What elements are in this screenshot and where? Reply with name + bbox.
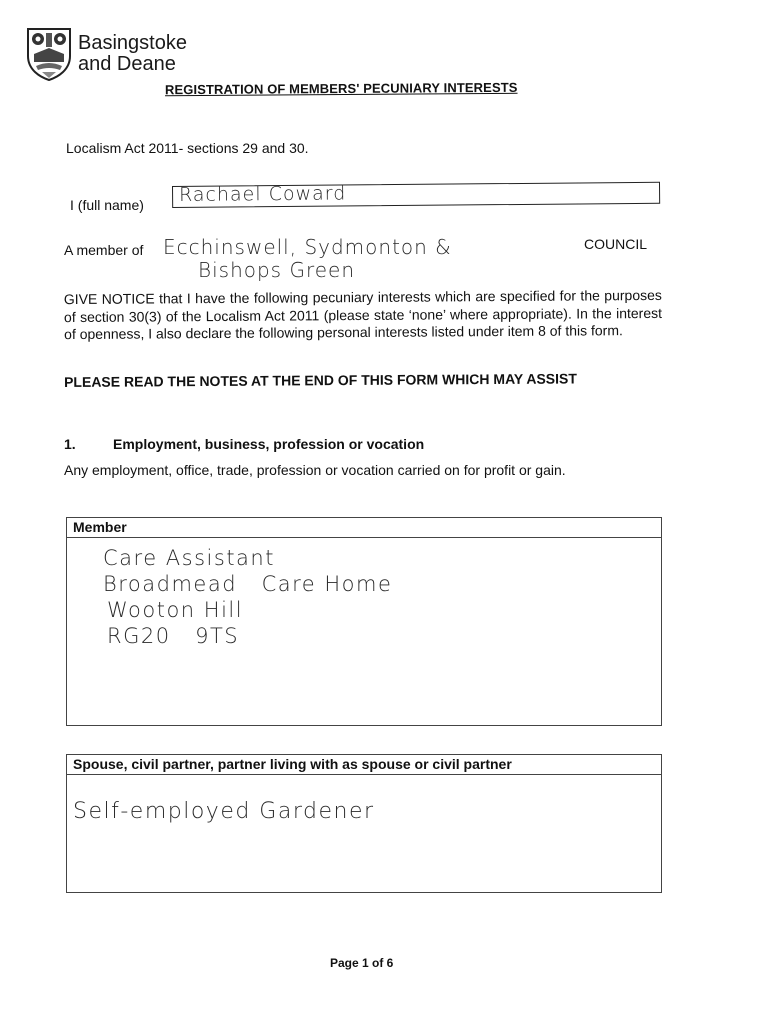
form-title: REGISTRATION OF MEMBERS' PECUNIARY INTERESTS xyxy=(164,79,518,98)
member-of-value-line2: Bishops Green xyxy=(198,258,356,282)
spouse-employment-line: Self-employed Gardener xyxy=(73,799,375,824)
page-number: Page 1 of 6 xyxy=(330,956,394,970)
full-name-field[interactable] xyxy=(172,182,660,208)
member-employment-line: Care Assistant xyxy=(103,546,275,570)
full-name-value: Rachael Coward xyxy=(178,182,347,206)
member-of-value-line1: Ecchinswell, Sydmonton & xyxy=(163,235,452,259)
notice-paragraph: GIVE NOTICE that I have the following pecuniary interests which are specified for the purposes of section 30(3) of the Localism Act 2011 (please state ‘none’ where appropriate). In the interest of openness, I also declare the following personal interests listed under item 8 of this form. xyxy=(63,286,663,343)
member-box-heading: Member xyxy=(67,518,661,538)
member-of-label: A member of xyxy=(64,242,144,258)
spouse-box-heading: Spouse, civil partner, partner living with as spouse or civil partner xyxy=(67,755,661,775)
organisation-name-line1: Basingstoke xyxy=(78,32,187,54)
borough-crest-icon xyxy=(24,26,74,82)
please-read-notice: PLEASE READ THE NOTES AT THE END OF THIS FORM WHICH MAY ASSIST xyxy=(64,370,577,390)
member-employment-box[interactable] xyxy=(66,517,662,726)
section-number: 1. xyxy=(64,436,76,452)
section-heading: Employment, business, profession or vocation xyxy=(113,436,425,452)
council-label: COUNCIL xyxy=(584,236,648,252)
spouse-employment-box[interactable] xyxy=(66,754,662,893)
organisation-name xyxy=(78,33,187,75)
section-description: Any employment, office, trade, profession or vocation carried on for profit or gain. xyxy=(64,462,566,478)
member-employment-line: Broadmead Care Home xyxy=(103,572,393,596)
member-employment-line: Wooton Hill xyxy=(107,598,244,622)
organisation-name-line2: and Deane xyxy=(78,53,176,75)
full-name-label: I (full name) xyxy=(70,197,144,213)
member-employment-line: RG20 9TS xyxy=(107,624,240,648)
act-reference: Localism Act 2011- sections 29 and 30. xyxy=(66,140,309,156)
